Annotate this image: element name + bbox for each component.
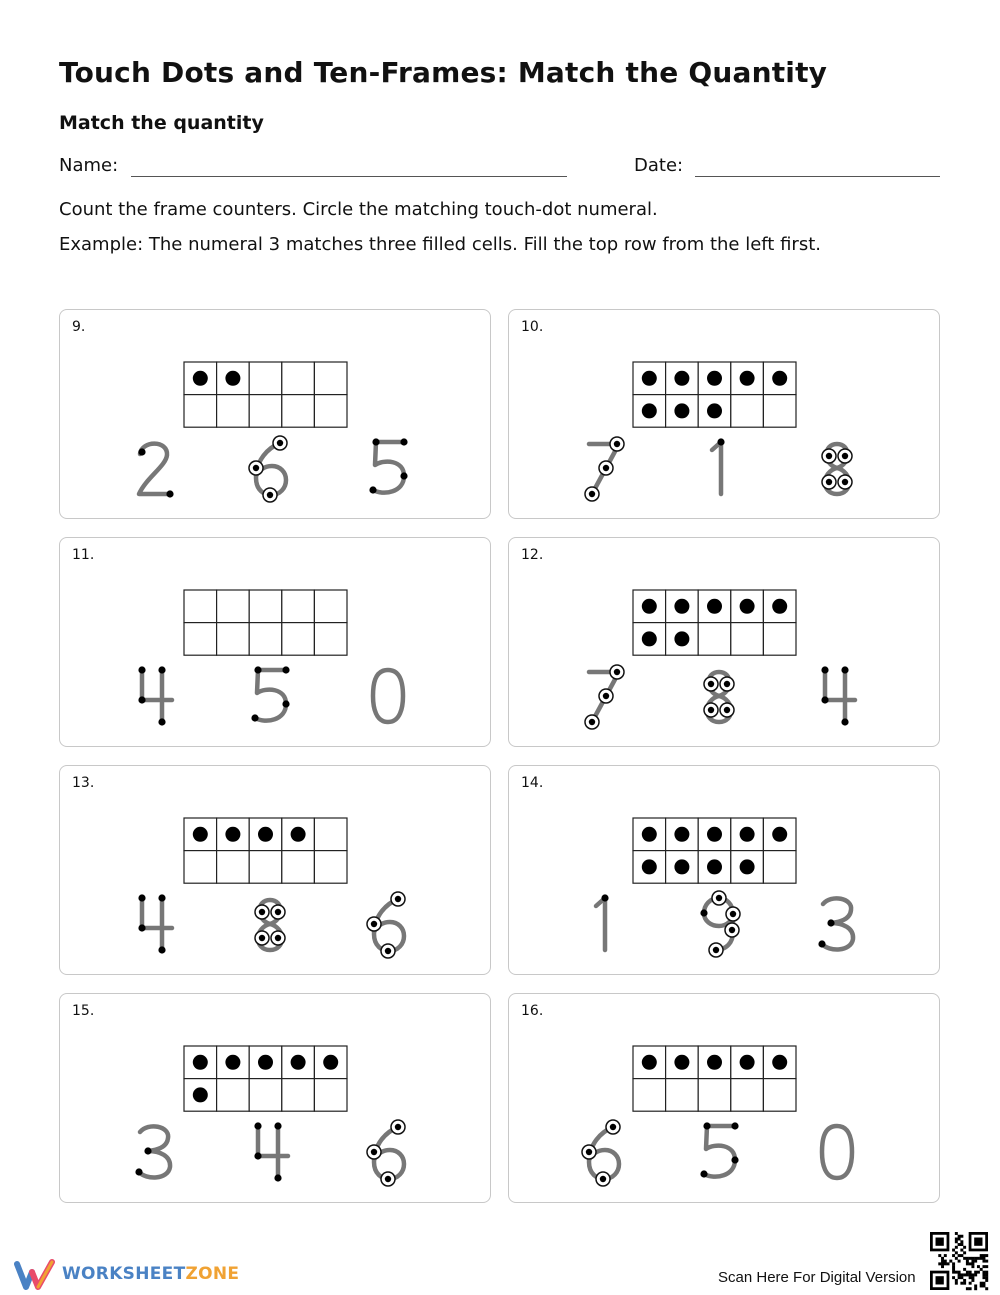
touch-dot [614,669,620,675]
frame-cell [731,1079,764,1112]
choice-value: 5 [387,508,389,509]
page-subtitle: Match the quantity [59,112,264,134]
frame-counter [258,1055,273,1070]
frame-counter [707,599,722,614]
touch-dot [716,895,722,901]
frame-cell [314,623,347,656]
choice-value: 4 [153,964,155,965]
frame-counter [772,827,787,842]
qr-code-icon[interactable] [930,1232,988,1290]
touch-dot [138,894,145,901]
choice-value: 7 [602,508,604,509]
frame-counter [193,1087,208,1102]
touch-dot [275,935,281,941]
frame-counter [642,371,657,386]
touch-dot [724,681,730,687]
choice-value: 4 [836,736,838,737]
touch-dot [254,1122,261,1129]
frame-cell [633,1079,666,1112]
touch-dot [827,919,834,926]
choice-row [509,656,941,736]
frame-counter [642,631,657,646]
frame-counter [642,403,657,418]
touch-dot [700,1170,707,1177]
frame-cell [698,1079,731,1112]
frame-counter [323,1055,338,1070]
frame-cell [731,623,764,656]
touch-dot [731,1156,738,1163]
touch-dot [395,1124,401,1130]
frame-counter [642,859,657,874]
problem-number: 11. [72,547,95,563]
touch-dot [731,1122,738,1129]
touch-dot-numeral-choice[interactable] [251,666,289,737]
choice-value: 5 [718,1192,720,1193]
frame-counter [740,859,755,874]
frame-cell [731,395,764,428]
choice-value: 1 [602,964,604,965]
choice-value: 0 [836,1192,838,1193]
frame-counter [707,403,722,418]
touch-dot [274,1122,281,1129]
touch-dot [400,472,407,479]
frame-cell [217,395,250,428]
frame-counter [674,631,689,646]
touch-dot [703,1122,710,1129]
frame-counter [707,1055,722,1070]
frame-cell [763,851,796,884]
frame-cell [217,851,250,884]
frame-cell [282,623,315,656]
frame-cell [314,395,347,428]
frame-counter [707,827,722,842]
touch-dot [717,438,724,445]
touch-dot-numeral-choice[interactable] [822,1126,852,1193]
touch-dot [138,666,145,673]
touch-dot [385,948,391,954]
choice-row [509,884,941,964]
frame-counter [642,827,657,842]
frame-counter [193,827,208,842]
frame-cell [314,851,347,884]
touch-dot-numeral-choice[interactable] [254,1122,288,1193]
frame-counter [674,403,689,418]
choice-value: 8 [718,736,720,737]
scan-text: Scan Here For Digital Version [718,1269,916,1286]
touch-dot [282,666,289,673]
touch-dot [400,438,407,445]
ten-frame [632,589,798,657]
choice-value: 6 [387,964,389,965]
touch-dot [259,909,265,915]
touch-dot [253,465,259,471]
touch-dot-numeral-choice[interactable] [712,438,725,509]
frame-counter [225,827,240,842]
touch-dot [282,700,289,707]
frame-counter [674,859,689,874]
choice-value: 3 [836,964,838,965]
frame-counter [740,827,755,842]
touch-dot [372,438,379,445]
touch-dot [385,1176,391,1182]
frame-counter [674,599,689,614]
choice-row [60,428,492,508]
frame-counter [707,371,722,386]
touch-dot [138,924,145,931]
touch-dot [589,719,595,725]
touch-dot [369,486,376,493]
frame-cell [217,623,250,656]
problem-card [59,765,491,975]
touch-dot [603,693,609,699]
choice-value: 8 [836,508,838,509]
frame-cell [282,851,315,884]
frame-cell [314,818,347,851]
touch-dot [841,666,848,673]
touch-dot [259,935,265,941]
choice-row [509,1112,941,1192]
touch-dot [395,896,401,902]
touch-dot [138,696,145,703]
frame-cell [249,623,282,656]
frame-cell [282,1079,315,1112]
name-label: Name: [59,155,119,176]
touch-dot [826,479,832,485]
touch-dot-numeral-choice[interactable] [138,666,172,737]
ten-frame [183,589,349,657]
frame-cell [698,623,731,656]
frame-counter [674,827,689,842]
touch-dot [708,707,714,713]
instruction-text: Count the frame counters. Circle the matching touch-dot numeral. [59,199,658,220]
touch-dot [600,1176,606,1182]
touch-dot-numeral-choice[interactable] [585,665,624,737]
touch-dot-numeral-choice[interactable] [818,898,853,965]
touch-dot [254,1152,261,1159]
touch-dot [158,894,165,901]
frame-cell [666,1079,699,1112]
problem-number: 10. [521,319,544,335]
frame-cell [217,1079,250,1112]
ten-frame [632,361,798,429]
frame-cell [763,395,796,428]
frame-counter [291,1055,306,1070]
choice-row [60,884,492,964]
touch-dot [158,718,165,725]
frame-counter [740,1055,755,1070]
choice-value: 4 [269,1192,271,1193]
touch-dot [274,1174,281,1181]
frame-cell [249,590,282,623]
frame-counter [258,827,273,842]
frame-cell [249,362,282,395]
touch-dot-numeral-choice[interactable] [367,892,405,965]
problem-number: 16. [521,1003,544,1019]
problem-card [508,537,940,747]
ten-frame [183,361,349,429]
touch-dot-numeral-choice[interactable] [596,894,609,965]
choice-value: 2 [153,508,155,509]
touch-dot [821,696,828,703]
problem-card [508,993,940,1203]
frame-counter [193,371,208,386]
touch-dot [730,911,736,917]
touch-dot-numeral-choice[interactable] [373,670,403,737]
choice-value: 6 [269,508,271,509]
frame-cell [217,590,250,623]
choice-value: 3 [153,1192,155,1193]
frame-cell [249,395,282,428]
choice-value: 8 [269,964,271,965]
date-label: Date: [634,155,684,176]
worksheetzone-logo-icon [14,1258,56,1292]
touch-dot [603,465,609,471]
choice-value: 7 [602,736,604,737]
touch-dot [138,448,145,455]
frame-cell [314,590,347,623]
touch-dot [842,453,848,459]
problem-number: 9. [72,319,86,335]
touch-dot-numeral-choice[interactable] [369,438,407,509]
touch-dot [254,666,261,673]
touch-dot [166,490,173,497]
frame-cell [314,362,347,395]
touch-dot [144,1147,151,1154]
frame-counter [772,1055,787,1070]
touch-dot [842,479,848,485]
problem-number: 15. [72,1003,95,1019]
choice-row [60,1112,492,1192]
choice-value: 0 [387,736,389,737]
touch-dot-numeral-choice[interactable] [700,891,740,965]
touch-dot [135,1168,142,1175]
frame-cell [184,851,217,884]
problem-card [508,765,940,975]
frame-counter [674,371,689,386]
ten-frame [183,1045,349,1113]
page-title: Touch Dots and Ten-Frames: Match the Quantity [59,56,828,89]
problem-number: 14. [521,775,544,791]
touch-dot-numeral-choice[interactable] [821,666,855,737]
frame-counter [291,827,306,842]
choice-value: 4 [153,736,155,737]
touch-dot-numeral-choice[interactable] [255,900,285,965]
choice-value: 6 [602,1192,604,1193]
ten-frame [183,817,349,885]
touch-dot-numeral-choice[interactable] [138,894,172,965]
frame-cell [314,1079,347,1112]
problem-number: 13. [72,775,95,791]
problem-card [59,309,491,519]
frame-cell [282,362,315,395]
problem-number: 12. [521,547,544,563]
frame-counter [772,371,787,386]
frame-cell [282,590,315,623]
choice-value: 5 [269,736,271,737]
touch-dot [708,681,714,687]
touch-dot [614,441,620,447]
frame-cell [763,623,796,656]
touch-dot [601,894,608,901]
example-text: Example: The numeral 3 matches three filled cells. Fill the top row from the left first. [59,234,821,255]
touch-dot [277,440,283,446]
touch-dot [589,491,595,497]
choice-value: 9 [718,964,720,965]
touch-dot [158,666,165,673]
touch-dot-numeral-choice[interactable] [249,436,287,509]
name-field[interactable] [131,176,567,177]
frame-counter [772,599,787,614]
touch-dot [821,666,828,673]
date-field[interactable] [695,176,940,177]
touch-dot [371,1149,377,1155]
frame-cell [184,395,217,428]
frame-counter [225,371,240,386]
touch-dot-numeral-choice[interactable] [582,1120,620,1193]
touch-dot-numeral-choice[interactable] [138,444,173,509]
touch-dot [724,707,730,713]
touch-dot [267,492,273,498]
frame-counter [740,599,755,614]
problem-card [59,537,491,747]
choice-row [509,428,941,508]
frame-counter [707,859,722,874]
touch-dot [275,909,281,915]
frame-counter [674,1055,689,1070]
problem-card [59,993,491,1203]
choice-value: 6 [387,1192,389,1193]
frame-counter [642,599,657,614]
frame-counter [642,1055,657,1070]
frame-cell [249,1079,282,1112]
touch-dot [818,940,825,947]
brand-name: WORKSHEETZONE [62,1264,240,1284]
frame-cell [249,851,282,884]
frame-counter [740,371,755,386]
touch-dot [586,1149,592,1155]
choice-row [60,656,492,736]
frame-cell [184,623,217,656]
touch-dot [713,947,719,953]
touch-dot-numeral-choice[interactable] [704,672,734,737]
touch-dot-numeral-choice[interactable] [585,437,624,509]
touch-dot-numeral-choice[interactable] [822,444,852,509]
frame-cell [282,395,315,428]
frame-cell [763,1079,796,1112]
problem-card [508,309,940,519]
touch-dot [729,927,735,933]
touch-dot [371,921,377,927]
touch-dot [610,1124,616,1130]
choice-value: 1 [718,508,720,509]
touch-dot-numeral-choice[interactable] [367,1120,405,1193]
touch-dot [700,909,707,916]
ten-frame [632,817,798,885]
touch-dot [841,718,848,725]
touch-dot-numeral-choice[interactable] [700,1122,738,1193]
ten-frame [632,1045,798,1113]
touch-dot-numeral-choice[interactable] [135,1126,170,1193]
touch-dot [826,453,832,459]
touch-dot [158,946,165,953]
frame-cell [184,590,217,623]
touch-dot [251,714,258,721]
frame-counter [225,1055,240,1070]
frame-counter [193,1055,208,1070]
